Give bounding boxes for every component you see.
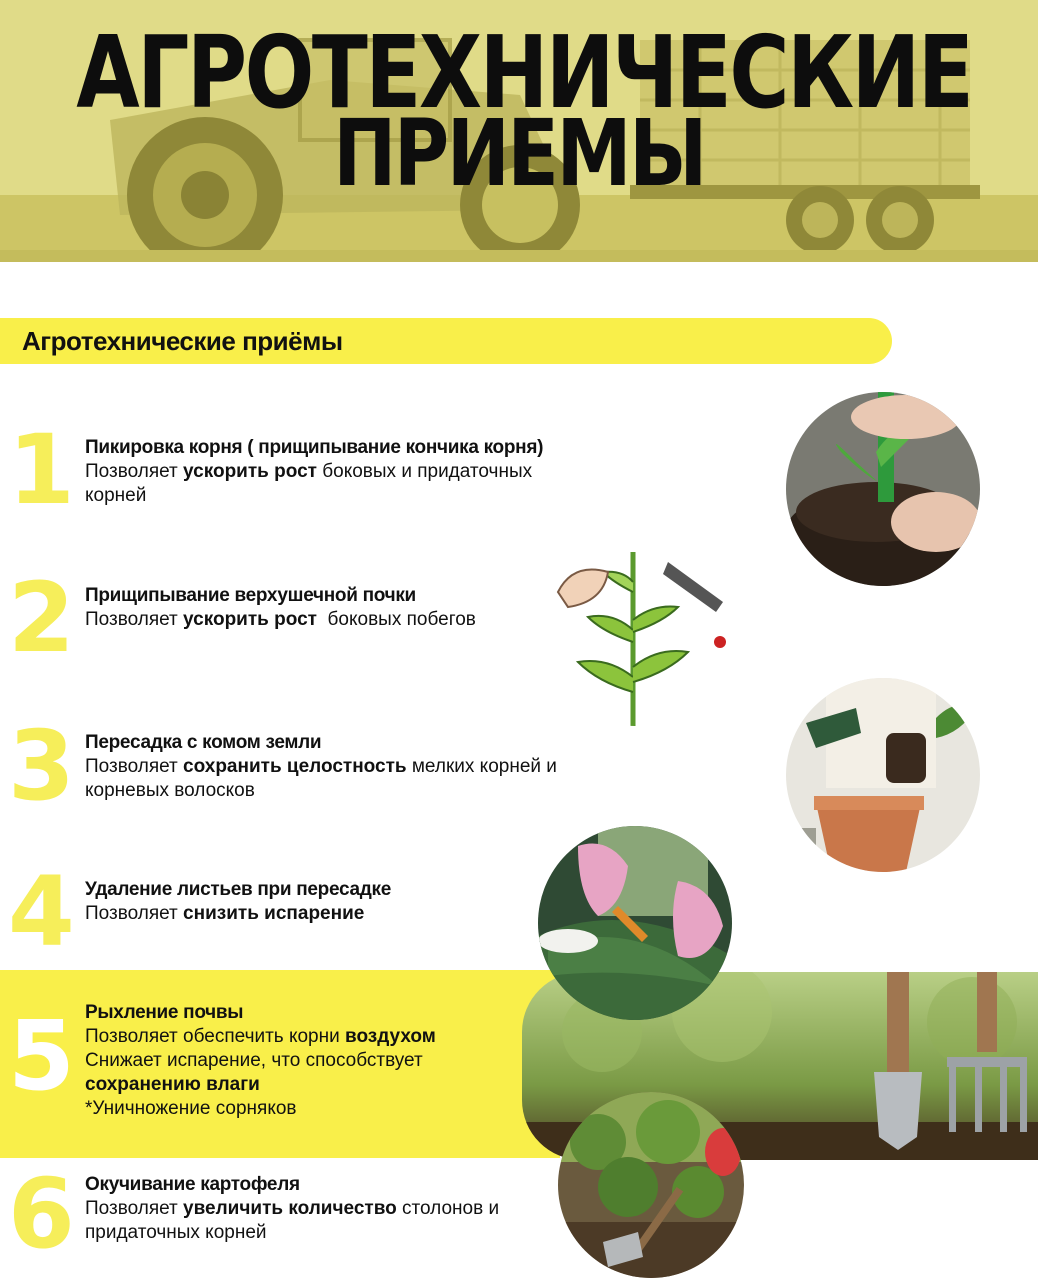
item-1-desc-suffix: боковых и придаточных корней: [85, 461, 533, 506]
item-6-desc-suffix: столонов и придаточных корней: [85, 1198, 500, 1243]
seedling-in-soil-photo: [786, 392, 980, 586]
item-2-desc-prefix: Позволяет: [85, 609, 184, 630]
item-2-text: [85, 584, 555, 632]
item-4-text: [85, 878, 555, 926]
item-3-number: 3: [8, 710, 75, 822]
item-4-number: 4: [8, 856, 75, 968]
item-1-number: 1: [8, 414, 75, 526]
item-5-line2: Снижает испарение, что способствует: [85, 1050, 423, 1071]
item-5-number: 5: [8, 1000, 75, 1112]
item-2-number: 2: [8, 562, 75, 674]
item-5-line1-bold: воздухом: [345, 1026, 436, 1047]
item-4-desc-bold: снизить испарение: [183, 903, 365, 924]
item-4-title: Удаление листьев при пересадке: [85, 879, 391, 900]
item-5-line3-bold: сохранению влаги: [85, 1074, 260, 1095]
item-5-line1-prefix: Позволяет обеспечить корни: [85, 1026, 346, 1047]
section-heading-banner: [0, 318, 892, 364]
item-2-desc-suffix: боковых побегов: [316, 609, 476, 630]
item-2-title: Прищипывание верхушечной почки: [85, 585, 416, 606]
item-3-desc-prefix: Позволяет: [85, 756, 184, 777]
item-6-desc-bold: увеличить количество: [183, 1198, 397, 1219]
item-6-title: Окучивание картофеля: [85, 1174, 300, 1195]
item-1-desc-bold: ускорить рост: [183, 461, 317, 482]
header-banner: [0, 0, 1038, 262]
item-1-text: [85, 436, 555, 508]
item-3-title: Пересадка с комом земли: [85, 732, 322, 753]
item-6-number: 6: [8, 1158, 75, 1270]
item-3-desc-suffix: мелких корней и корневых волосков: [85, 756, 557, 801]
item-5-title: Рыхление почвы: [85, 1002, 244, 1023]
section-heading: Агротехнические приёмы: [22, 326, 343, 356]
transplant-pot-photo: [786, 678, 980, 872]
item-1-title: Пикировка корня ( прищипывание кончика корня): [85, 437, 544, 458]
item-1-desc-prefix: Позволяет: [85, 461, 184, 482]
item-3-desc-bold: сохранить целостность: [183, 756, 407, 777]
item-6-text: [85, 1173, 515, 1245]
item-2-desc-bold: ускорить рост: [183, 609, 317, 630]
pinching-plant-illustration: [538, 532, 732, 726]
item-4-desc-prefix: Позволяет: [85, 903, 184, 924]
item-6-desc-prefix: Позволяет: [85, 1198, 184, 1219]
leaf-cutting-photo: [538, 826, 732, 1020]
page-title-line1: АГРОТЕХНИЧЕСКИЕ: [76, 14, 972, 131]
page-title-line2: ПРИЕМЫ: [333, 100, 705, 207]
item-5-text: [85, 1001, 555, 1121]
item-3-text: [85, 731, 585, 803]
hilling-potatoes-photo: [558, 1092, 744, 1278]
item-5-line4: *Уничножение сорняков: [85, 1098, 297, 1119]
